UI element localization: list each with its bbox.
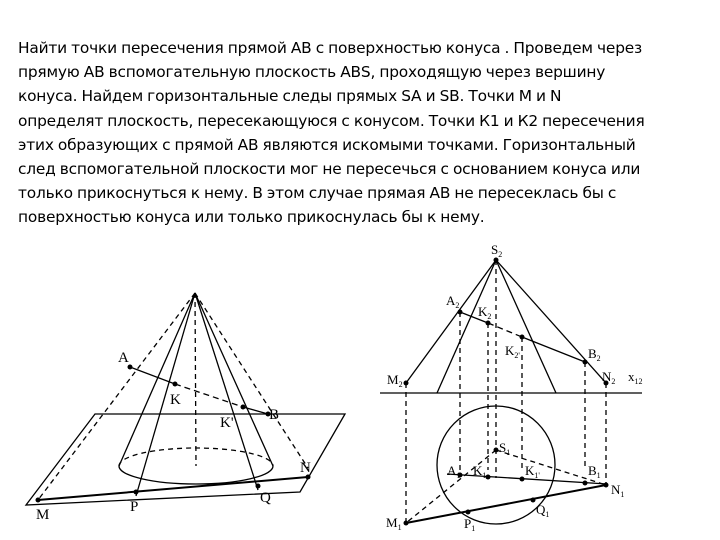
point-B1 [583, 481, 588, 486]
text-line: поверхностью конуса или только прикоснулась бы к нему. [18, 208, 485, 227]
label-N2: $N_2$ [602, 369, 616, 386]
point-N1 [604, 483, 609, 488]
line-K2K2p [488, 323, 522, 337]
label-N1: $N_1$ [611, 482, 625, 499]
label-S1: $S_1$ [499, 440, 511, 457]
label-B1: $B_1$ [588, 463, 601, 480]
trace-M1N1 [406, 485, 606, 523]
label-Q1: $Q_1$ [536, 502, 550, 519]
cone-front-left [437, 260, 496, 393]
label-M1: $M_1$ [386, 515, 402, 532]
cone-front-right [496, 260, 556, 393]
label-M2: $M_2$ [387, 372, 403, 389]
text-line: прямую АВ вспомогательную плоскость АВS, проходящую через вершину [18, 63, 606, 82]
label-K2p: $K_{2'}$ [505, 343, 520, 360]
point-Q1 [531, 498, 536, 503]
label-x12: $x_{12}$ [628, 369, 643, 386]
point-M2 [404, 381, 409, 386]
point-S1 [494, 448, 499, 453]
text-line: конуса. Найдем горизонтальные следы прямых SA и SB. Точки M и N [18, 87, 562, 106]
label-K2: $K_2$ [478, 304, 492, 321]
label-K1: $K_1$ [473, 463, 487, 480]
text-line: след вспомогательной плоскости мог не пересечься с основанием конуса или [18, 160, 641, 179]
label-P1: $P_1$ [464, 516, 476, 533]
point-A2 [458, 310, 463, 315]
label-N: N [300, 460, 311, 476]
label-P: P [130, 499, 139, 515]
label-K: K [170, 392, 181, 408]
point-P1 [466, 510, 471, 515]
point-M1 [404, 521, 409, 526]
point-K2p [520, 335, 525, 340]
label-K-prime: K' [220, 415, 234, 431]
label-M: M [36, 507, 50, 523]
label-K1p: $K_{1'}$ [525, 463, 540, 480]
point-K1p [520, 477, 525, 482]
line-S1M1 [406, 450, 496, 523]
label-A1: $A_1$ [447, 463, 461, 480]
text-line: этих образующих с прямой АВ являются искомыми точками. Горизонтальный [18, 135, 636, 154]
text-line: определят плоскость, пересекающуюся с конусом. Точки К1 и К2 пересечения [18, 111, 645, 130]
label-S2: $S_2$ [491, 242, 503, 259]
line-S2N2 [496, 260, 606, 383]
label-A2: $A_2$ [446, 293, 460, 310]
point-K2 [486, 321, 491, 326]
label-Q: Q [260, 490, 271, 506]
point-B2 [583, 360, 588, 365]
label-B: B [269, 407, 280, 423]
label-A: A [118, 350, 129, 366]
label-B2: $B_2$ [588, 346, 601, 363]
text-line: только прикоснуться к нему. В этом случае прямая АВ не пересеклась бы с [18, 184, 617, 203]
text-line: Найти точки пересечения прямой АВ с поверхностью конуса . Проведем через [18, 39, 643, 57]
